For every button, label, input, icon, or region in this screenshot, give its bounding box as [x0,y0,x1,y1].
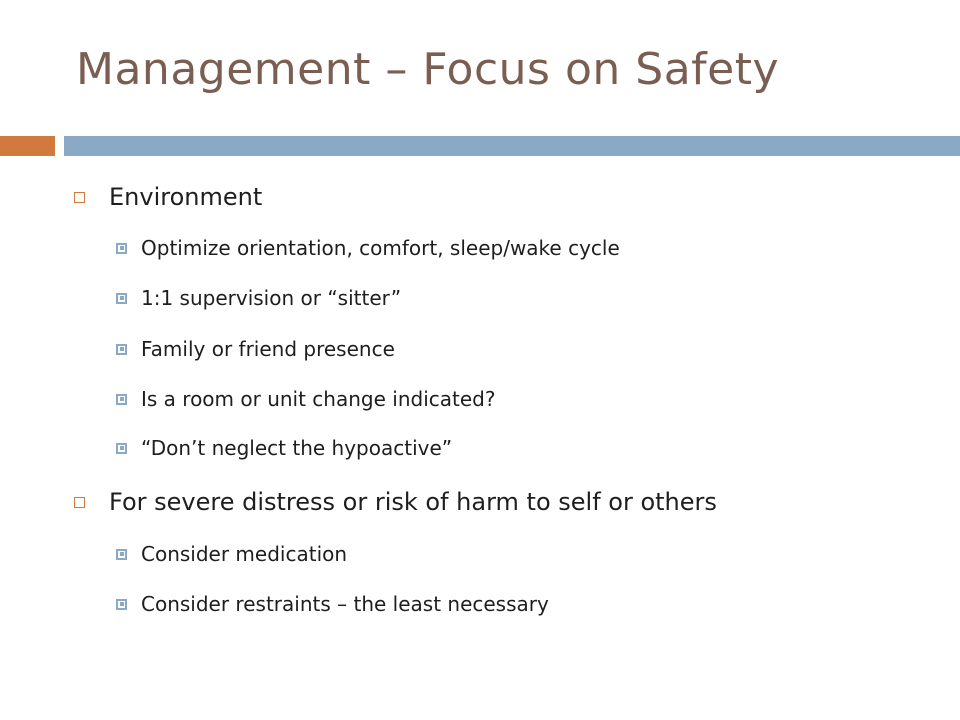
list-item-text: Consider restraints – the least necessary [141,592,549,616]
list-item [116,337,395,361]
list-item-text: “Don’t neglect the hypoactive” [141,436,453,460]
list-item [116,436,452,460]
square-bullet-icon [116,293,127,304]
square-bullet-icon [74,497,85,508]
square-bullet-icon [116,243,127,254]
list-item-text: Family or friend presence [141,337,395,361]
square-bullet-icon [116,599,127,610]
slide-title: Management – Focus on Safety [76,44,780,95]
section-environment [74,183,262,211]
square-bullet-icon [116,549,127,560]
list-item-text: Optimize orientation, comfort, sleep/wake cycle [141,236,620,260]
list-item-text: 1:1 supervision or “sitter” [141,286,402,310]
square-bullet-icon [74,192,85,203]
section-severe-distress [74,488,717,516]
square-bullet-icon [116,394,127,405]
list-item [116,236,620,260]
list-item [116,387,495,411]
list-item-text: Consider medication [141,542,348,566]
section-label: Environment [109,183,263,211]
square-bullet-icon [116,344,127,355]
square-bullet-icon [116,443,127,454]
list-item [116,286,401,310]
list-item-text: Is a room or unit change indicated? [141,387,496,411]
list-item [116,542,347,566]
section-label: For severe distress or risk of harm to self or others [109,488,717,516]
list-item [116,592,549,616]
